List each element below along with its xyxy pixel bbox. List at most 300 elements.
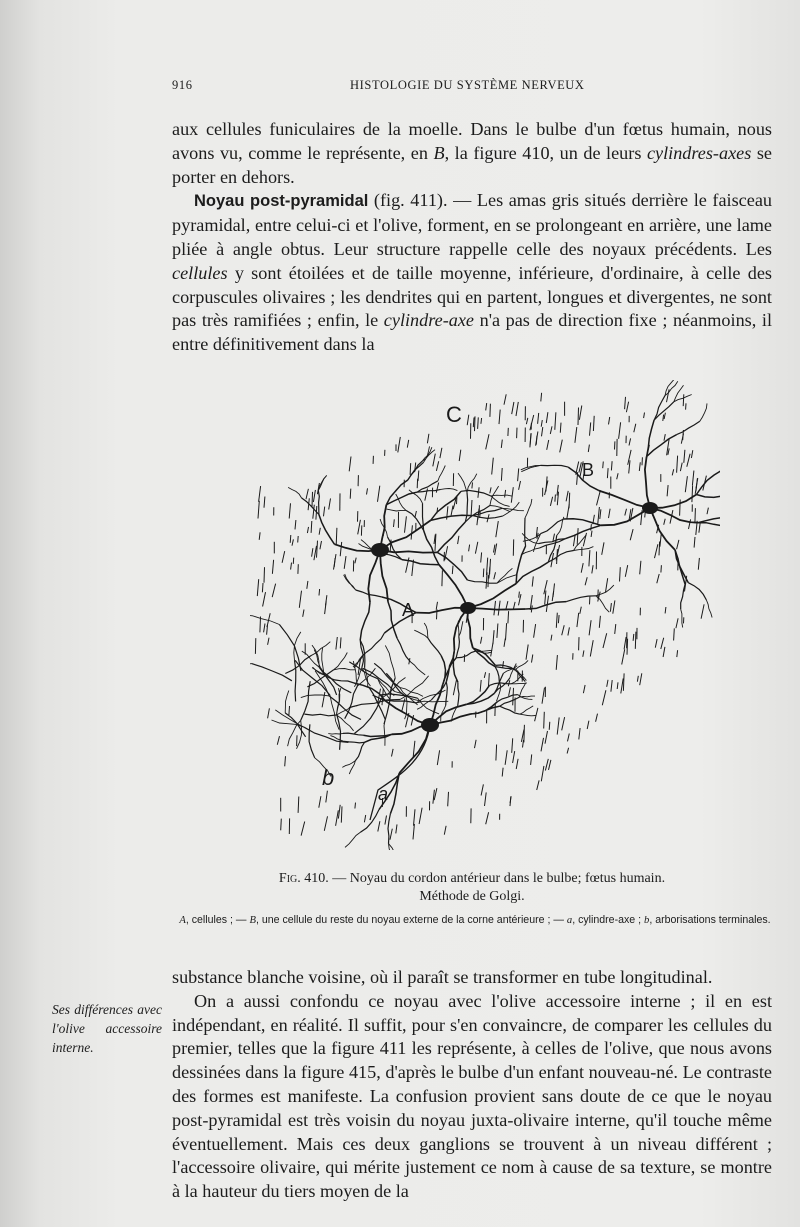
fiber-stroke xyxy=(541,738,544,752)
fiber-stroke xyxy=(303,610,304,617)
fiber-stroke xyxy=(262,583,263,592)
fiber-stroke xyxy=(490,487,491,493)
fiber-stroke xyxy=(358,520,361,535)
fiber-stroke xyxy=(630,529,633,540)
fiber-stroke xyxy=(623,673,624,690)
fiber-stroke xyxy=(640,561,641,575)
label-C: C xyxy=(446,402,462,427)
dendrite xyxy=(301,695,329,698)
dendrite xyxy=(456,636,459,658)
fiber-stroke xyxy=(414,809,416,825)
fiber-stroke xyxy=(485,792,487,806)
fiber-stroke xyxy=(292,539,293,545)
dendrite xyxy=(520,714,536,716)
fiber-stroke xyxy=(392,749,394,757)
dendrite xyxy=(525,499,532,518)
fiber-stroke xyxy=(665,607,666,613)
fiber-stroke xyxy=(453,680,456,695)
fiber-stroke xyxy=(569,493,570,509)
dendrite xyxy=(318,491,319,515)
fiber-stroke xyxy=(419,808,422,824)
fiber-stroke xyxy=(405,516,407,532)
fiber-stroke xyxy=(506,601,508,609)
fiber-stroke xyxy=(598,507,600,524)
fiber-stroke xyxy=(385,816,387,825)
bottom-text-block xyxy=(172,966,772,1204)
fiber-stroke xyxy=(591,531,592,537)
fiber-stroke xyxy=(501,440,502,448)
fiber-stroke xyxy=(698,558,699,570)
fiber-stroke xyxy=(532,655,533,663)
page-number: 916 xyxy=(172,78,193,92)
dendrite xyxy=(329,696,361,720)
fiber-stroke xyxy=(398,437,401,453)
fiber-stroke xyxy=(263,592,266,606)
fiber-stroke xyxy=(640,673,642,685)
fiber-stroke xyxy=(518,468,519,481)
fiber-stroke xyxy=(467,415,469,426)
fiber-stroke xyxy=(674,628,675,640)
fiber-stroke xyxy=(613,600,615,613)
dendrite xyxy=(650,508,675,550)
fiber-stroke xyxy=(410,463,411,475)
fiber-stroke xyxy=(545,731,548,744)
fiber-stroke xyxy=(585,577,587,585)
dendrite xyxy=(696,470,720,494)
dendrite xyxy=(566,596,595,602)
fiber-stroke xyxy=(418,471,419,482)
fiber-stroke xyxy=(555,495,556,502)
text-run: aux cellules funiculaires de la moelle. Dans le bulbe d'un fœtus humain, nous avons vu, comme le représente, en xyxy=(172,119,772,163)
paragraph-body xyxy=(172,190,772,354)
neuron-soma xyxy=(460,602,476,614)
fiber-stroke xyxy=(541,766,544,781)
italic-text: B xyxy=(433,142,445,163)
dendrite xyxy=(677,421,700,434)
fiber-stroke xyxy=(544,712,545,729)
fiber-stroke xyxy=(306,489,308,499)
fiber-stroke xyxy=(530,415,534,430)
dendrite xyxy=(691,522,721,525)
fiber-stroke xyxy=(556,545,560,560)
fiber-stroke xyxy=(301,822,305,836)
dendrite xyxy=(494,678,510,693)
fiber-stroke xyxy=(490,404,491,417)
fiber-stroke xyxy=(535,708,538,721)
fiber-stroke xyxy=(505,490,506,498)
fiber-stroke xyxy=(526,418,527,424)
fiber-stroke xyxy=(513,688,514,705)
fiber-stroke xyxy=(496,745,497,761)
fiber-stroke xyxy=(541,393,542,402)
fiber-stroke xyxy=(556,655,557,670)
fiber-stroke xyxy=(264,624,265,633)
fiber-stroke xyxy=(433,790,435,804)
fiber-stroke xyxy=(260,617,261,633)
fiber-stroke xyxy=(691,450,692,458)
fiber-stroke xyxy=(264,567,265,583)
fiber-stroke xyxy=(556,613,557,628)
fiber-stroke xyxy=(378,486,380,502)
dendrite xyxy=(467,580,497,583)
dendrite xyxy=(540,465,568,467)
fiber-stroke xyxy=(282,551,285,563)
fiber-stroke xyxy=(692,471,694,486)
fiber-stroke xyxy=(494,572,496,579)
italic-text: b xyxy=(644,915,650,926)
fiber-stroke xyxy=(512,738,513,753)
fiber-stroke xyxy=(677,540,679,549)
dendrite xyxy=(355,742,364,760)
fiber-stroke xyxy=(289,503,290,518)
fiber-stroke xyxy=(378,821,380,831)
fiber-stroke xyxy=(319,589,320,596)
fiber-stroke xyxy=(299,591,301,608)
dendrite xyxy=(647,435,677,457)
italic-text: a xyxy=(566,915,573,926)
fiber-stroke xyxy=(664,434,665,441)
fiber-stroke xyxy=(664,519,666,525)
fiber-stroke xyxy=(611,461,612,470)
fiber-stroke xyxy=(599,616,600,628)
dendrite xyxy=(437,522,465,552)
text-run: , la figure 410, un de leurs xyxy=(444,142,647,163)
fiber-stroke xyxy=(593,416,594,431)
dendrite xyxy=(681,584,685,609)
fiber-stroke xyxy=(660,533,661,547)
italic-text: cylindres-axes xyxy=(646,142,752,163)
dendrite xyxy=(574,547,594,551)
fiber-stroke xyxy=(542,427,543,436)
fiber-stroke xyxy=(326,595,327,605)
fiber-stroke xyxy=(458,536,459,544)
dendrite xyxy=(473,516,503,519)
figure-legend xyxy=(172,913,778,928)
fiber-stroke xyxy=(560,440,563,453)
text-run: , une cellule du reste du noyau externe de la corne antérieure ; — xyxy=(255,914,567,926)
fiber-stroke xyxy=(312,492,313,507)
fiber-stroke xyxy=(497,624,498,638)
dendrite xyxy=(295,660,296,701)
fiber-stroke xyxy=(257,579,258,596)
section-heading: Noyau post-pyramidal xyxy=(194,192,369,211)
dendrite xyxy=(324,672,352,692)
fiber-stroke xyxy=(413,741,415,757)
fiber-stroke xyxy=(590,640,593,656)
fiber-stroke xyxy=(694,537,695,548)
fiber-stroke xyxy=(568,627,570,635)
fiber-stroke xyxy=(259,532,260,540)
dendrite xyxy=(467,474,477,493)
fiber-stroke xyxy=(626,402,628,413)
fiber-stroke xyxy=(341,806,342,822)
dendrite xyxy=(386,492,417,505)
fiber-stroke xyxy=(629,438,631,445)
dendrite xyxy=(250,664,252,672)
fiber-stroke xyxy=(676,618,678,628)
fiber-stroke xyxy=(695,508,696,523)
fiber-stroke xyxy=(281,819,282,831)
dendrite xyxy=(424,530,439,564)
fiber-stroke xyxy=(295,520,296,529)
fiber-stroke xyxy=(298,797,299,813)
fiber-stroke xyxy=(607,468,608,478)
fiber-stroke xyxy=(524,725,525,743)
fiber-stroke xyxy=(469,545,470,552)
fiber-stroke xyxy=(506,623,507,640)
fiber-stroke xyxy=(314,546,317,560)
text-run: On a aussi confondu ce noyau avec l'olive accessoire interne ; il en est indépendant, en réalité. Il suffit, pour s'en convaincre, de comparer les cellules du premier, telles que la figure 411 les représente, à celles de l'olive, que nous avons dessinées dans la figure 415, d'après le bulbe d'un enfant nouveau-né. Le contraste des formes est manifeste. La confusion provient sans doute de ce que le noyau post-pyramidal est très voisin du noyau juxta-olivaire interne, qu'il touche même éventuellement. Mais ces deux ganglions se trouvent à un niveau différent ; l'accessoire olivaire, qui mérite justement ce nom à cause de sa texture, se montre à la hauteur du tiers moyen de la xyxy=(172,990,772,1202)
fiber-stroke xyxy=(493,630,494,644)
fiber-stroke xyxy=(502,768,503,777)
dendrite xyxy=(520,706,533,714)
fiber-stroke xyxy=(558,615,559,623)
fiber-stroke xyxy=(264,497,265,508)
fiber-stroke xyxy=(491,642,493,656)
italic-text: cylindre-axe xyxy=(383,310,475,331)
fiber-stroke xyxy=(320,541,322,549)
fiber-stroke xyxy=(589,550,590,566)
fiber-stroke xyxy=(484,672,485,678)
dendrite xyxy=(438,466,445,481)
fiber-stroke xyxy=(591,524,592,530)
fiber-stroke xyxy=(272,560,273,574)
fiber-stroke xyxy=(550,497,552,506)
text-run: se porter en dehors. xyxy=(172,142,772,187)
fiber-stroke xyxy=(562,717,565,730)
fiber-stroke xyxy=(587,721,589,729)
fiber-stroke xyxy=(285,756,286,766)
fiber-stroke xyxy=(451,506,453,516)
fiber-stroke xyxy=(609,509,611,518)
dendrites xyxy=(250,380,720,850)
fiber-stroke xyxy=(549,760,551,770)
dendrite xyxy=(366,633,385,653)
fiber-stroke xyxy=(523,740,524,748)
fiber-stroke xyxy=(550,426,552,434)
fiber-stroke xyxy=(532,576,533,586)
fiber-stroke xyxy=(329,498,331,509)
fiber-stroke xyxy=(516,402,518,416)
fiber-stroke xyxy=(701,604,704,618)
fiber-stroke xyxy=(413,824,414,840)
text-run: , cellules ; — xyxy=(185,914,250,926)
dendrite xyxy=(288,487,301,498)
fiber-stroke xyxy=(481,418,482,424)
fiber-stroke xyxy=(340,542,342,556)
text-run: (fig. 411). — Les amas gris situés derrière le faisceau pyramidal, entre celui-ci et l'olive, forment, en se prolongeant en arrière, une lame pliée à angle obtus. Leur structure rappelle celle des noyaux précédents. Les xyxy=(172,190,772,259)
dendrite xyxy=(250,615,279,625)
dendrite xyxy=(565,525,601,538)
fiber-stroke xyxy=(436,461,438,471)
fiber-stroke xyxy=(349,457,351,472)
fiber-stroke xyxy=(501,468,502,481)
neuron-soma xyxy=(642,502,658,514)
fiber-stroke xyxy=(588,445,589,452)
fiber-stroke xyxy=(505,750,507,765)
fiber-stroke xyxy=(313,505,315,519)
dendrite xyxy=(441,489,458,491)
fiber-stroke xyxy=(625,397,626,409)
dendrite xyxy=(411,662,426,675)
dendrite xyxy=(564,519,601,526)
fiber-stroke xyxy=(503,661,504,667)
fiber-stroke xyxy=(581,563,583,573)
margin-note: Ses différences avec l'olive accessoire interne. xyxy=(52,1002,162,1055)
text-run: y sont étoilées et de taille moyenne, inférieure, d'ordinaire, à celle des corpuscules olivaires ; les dendrites qui en partent, longues et divergentes, ne sont pas très ramifiées ; enfin, le xyxy=(172,262,772,331)
fiber-stroke xyxy=(680,463,682,472)
fiber-stroke xyxy=(531,754,532,765)
dendrite xyxy=(285,691,289,713)
dendrite xyxy=(414,630,428,638)
fiber-stroke xyxy=(427,434,429,444)
dendrite xyxy=(446,682,448,706)
fiber-stroke xyxy=(617,473,618,479)
fiber-stroke xyxy=(489,567,490,579)
neuron-soma xyxy=(421,718,439,732)
dendrite xyxy=(540,539,566,548)
fiber-stroke xyxy=(600,509,601,519)
top-text-block xyxy=(172,118,772,357)
fiber-stroke xyxy=(481,637,482,644)
fiber-stroke xyxy=(481,552,482,562)
dendrite xyxy=(322,648,324,673)
fiber-stroke xyxy=(547,440,549,450)
fiber-stroke xyxy=(637,676,638,682)
fiber-stroke xyxy=(513,602,515,609)
fiber-stroke xyxy=(553,534,555,541)
fiber-stroke xyxy=(344,556,346,569)
dendrite xyxy=(500,706,520,714)
fiber-stroke xyxy=(545,591,546,605)
fiber-stroke xyxy=(480,680,481,692)
fiber-stroke xyxy=(610,603,611,612)
fiber-stroke xyxy=(578,408,579,426)
fiber-stroke xyxy=(291,563,292,570)
fiber-stroke xyxy=(579,728,580,739)
fiber-stroke xyxy=(355,558,356,564)
fiber-stroke xyxy=(567,748,569,754)
fiber-stroke xyxy=(396,824,397,833)
fiber-stroke xyxy=(655,639,657,648)
fiber-stroke xyxy=(603,462,604,469)
fiber-stroke xyxy=(577,613,579,627)
dendrite xyxy=(516,562,548,584)
fiber-stroke xyxy=(590,422,591,435)
fiber-stroke xyxy=(440,448,442,458)
fiber-stroke xyxy=(596,714,598,722)
fiber-stroke xyxy=(324,507,325,517)
fiber-stroke xyxy=(436,483,438,493)
fiber-stroke xyxy=(319,528,320,535)
fiber-stroke xyxy=(526,645,528,660)
fiber-stroke xyxy=(364,815,365,822)
dendrite xyxy=(252,664,292,681)
fiber-stroke xyxy=(272,584,275,598)
fiber-stroke xyxy=(557,717,559,734)
fiber-stroke xyxy=(504,394,506,404)
paragraph xyxy=(172,118,772,189)
fiber-stroke xyxy=(355,803,356,809)
fiber-stroke xyxy=(326,791,328,803)
fiber-stroke xyxy=(311,521,312,533)
dendrite xyxy=(599,491,650,508)
fiber-stroke xyxy=(707,508,708,515)
fiber-stroke xyxy=(336,637,337,650)
paragraph-olive-comparison xyxy=(172,990,772,1204)
fiber-stroke xyxy=(677,650,678,657)
fiber-stroke xyxy=(472,482,473,488)
dendrite xyxy=(525,518,526,546)
fiber-stroke xyxy=(336,528,337,545)
text-run: , arborisations terminales. xyxy=(649,914,771,926)
fiber-stroke xyxy=(568,734,570,742)
fiber-stroke xyxy=(519,481,521,490)
fiber-stroke xyxy=(680,500,681,516)
fiber-stroke xyxy=(541,420,542,427)
dendrite xyxy=(360,809,379,832)
fiber-stroke xyxy=(290,535,291,543)
fiber-stroke xyxy=(340,637,341,648)
fiber-stroke xyxy=(473,418,474,428)
fiber-stroke xyxy=(475,542,477,554)
fiber-stroke xyxy=(655,544,658,558)
dendrite xyxy=(304,714,336,716)
fiber-stroke xyxy=(402,698,405,711)
italic-text: A xyxy=(179,915,186,926)
dendrite xyxy=(491,495,513,496)
fiber-stroke xyxy=(624,637,626,649)
figure-caption xyxy=(172,870,772,906)
dendrite xyxy=(456,651,476,658)
running-title: HISTOLOGIE DU SYSTÈME NERVEUX xyxy=(350,78,585,92)
dendrite xyxy=(706,600,712,618)
fiber-stroke xyxy=(494,601,496,615)
fiber-stroke xyxy=(436,602,437,610)
label-b: b xyxy=(322,765,335,790)
dendrite xyxy=(345,832,360,847)
fiber-stroke xyxy=(486,812,489,824)
fiber-stroke xyxy=(589,620,591,635)
fiber-stroke xyxy=(692,486,693,503)
dendrite xyxy=(468,584,516,608)
fiber-stroke xyxy=(579,406,581,420)
paragraph xyxy=(172,966,772,990)
fiber-stroke xyxy=(513,751,515,763)
fiber-stroke xyxy=(667,389,670,402)
dendrite xyxy=(334,669,356,670)
fiber-stroke xyxy=(289,706,290,715)
dendrite xyxy=(309,724,315,758)
fiber-stroke xyxy=(607,680,608,687)
fiber-stroke xyxy=(629,460,630,473)
fiber-stroke xyxy=(511,487,513,503)
fiber-stroke xyxy=(258,501,259,519)
fiber-stroke xyxy=(394,519,395,527)
fiber-stroke xyxy=(444,826,446,835)
dendrite xyxy=(439,565,468,608)
fiber-stroke xyxy=(633,634,634,641)
fiber-stroke xyxy=(667,485,668,496)
fiber-stroke xyxy=(510,797,511,807)
fiber-stroke xyxy=(336,810,339,826)
fiber-stroke xyxy=(606,578,608,592)
fiber-stroke xyxy=(583,685,585,693)
fiber-stroke xyxy=(319,796,321,808)
dendrite xyxy=(319,515,335,545)
dendrite xyxy=(330,736,344,742)
dendrite xyxy=(491,496,510,507)
